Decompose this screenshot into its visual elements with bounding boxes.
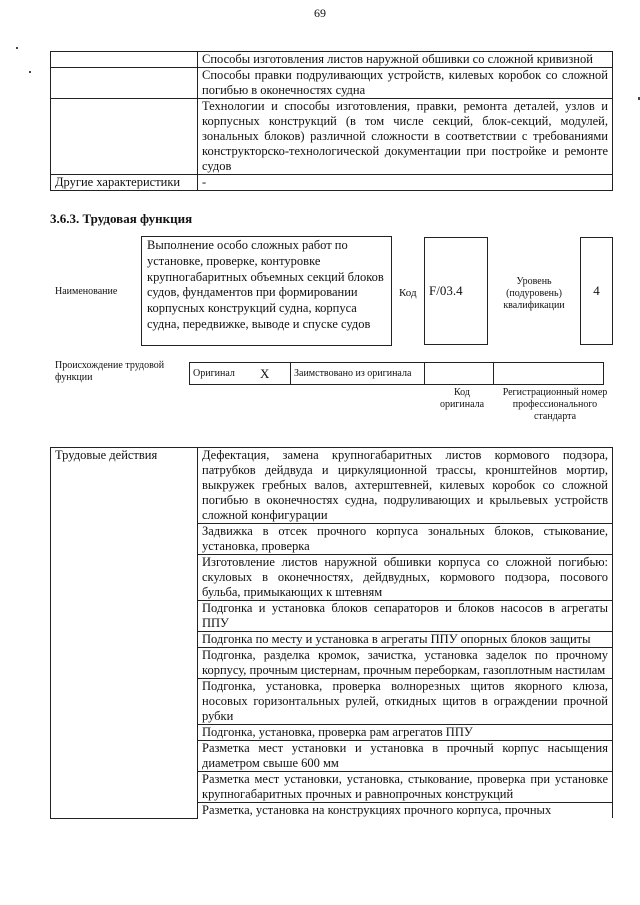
level-value: 4: [593, 283, 600, 298]
table-cell-right: Технологии и способы изготовления, правки, ремонта деталей, узлов и корпусных конструкций (в том числе секций, блок-секций, модулей, зональных блоков) различной сложности в соответствии с требованиями конструкторско-технологической документации при постройке и ремонте судов: [198, 99, 613, 175]
code-caption: Код оригинала: [439, 387, 485, 410]
labor-action-item: Разметка мест установки и установка в прочный корпус насыщения диаметром свыше 600 мм: [198, 741, 613, 772]
requirements-table: [50, 51, 613, 191]
level-value-box: [580, 237, 613, 345]
labor-action-item: Разметка, установка на конструкциях прочного корпуса, прочных: [198, 803, 613, 819]
original-code-cell: [425, 363, 494, 385]
labor-action-item: Изготовление листов наружной обшивки корпуса со сложной погибью: скуловых в оконечностях, дейдвудных, кормового подзора, посового бульба, примыкающих к штевням: [198, 555, 613, 601]
original-label: Оригинал: [190, 363, 258, 385]
labor-action-item: Подгонка, установка, проверка волнорезных щитов якорного клюза, носовых горизонтальных рулей, откидных щитов в ограждении прочной рубки: [198, 679, 613, 725]
table-row: [51, 175, 613, 191]
labor-actions-label: Трудовые действия: [51, 448, 198, 819]
labor-action-item: Подгонка, разделка кромок, зачистка, установка заделок по прочному корпусу, прочным цистернам, прочным переборкам, газоплотным настилам: [198, 648, 613, 679]
scan-speck: [29, 71, 31, 73]
other-characteristics-label: Другие характеристики: [51, 175, 198, 191]
section-heading: 3.6.3. Трудовая функция: [50, 211, 193, 226]
labor-action-item: Задвижка в отсек прочного корпуса зональных блоков, стыкование, установка, проверка: [198, 524, 613, 555]
table-row: [51, 68, 613, 99]
borrowed-label: Заимствовано из оригинала: [291, 363, 425, 385]
table-cell-left: [51, 99, 198, 175]
table-cell-left: [51, 68, 198, 99]
function-name-box: Выполнение особо сложных работ по установке, проверке, контуровке крупногабаритных объемных секций блоков судов, фундаментов при формировании корпусных конструкций судна, корпуса судна, передвижке, выводе и спуске судов: [141, 236, 392, 346]
origin-table: [189, 362, 604, 385]
page-number: 69: [314, 6, 326, 20]
code-value: F/03.4: [429, 283, 463, 298]
level-label: Уровень (подуровень) квалификации: [503, 276, 565, 311]
labor-actions-table: [50, 447, 613, 819]
table-row: [51, 448, 613, 524]
table-cell-right: -: [198, 175, 613, 191]
table-row: [51, 99, 613, 175]
table-row: [51, 52, 613, 68]
table-cell-right: Способы изготовления листов наружной обшивки со сложной кривизной: [198, 52, 613, 68]
name-label: Наименование: [55, 286, 118, 297]
scan-speck: [16, 47, 18, 49]
reg-number-cell: [494, 363, 604, 385]
reg-caption: Регистрационный номер профессионального стандарта: [502, 387, 608, 422]
labor-action-item: Разметка мест установки, установка, стыкование, проверка при установке крупногабаритных прочных и равнопрочных конструкций: [198, 772, 613, 803]
table-cell-left: [51, 52, 198, 68]
origin-label: Происхождение трудовой функции: [55, 360, 165, 383]
labor-action-item: Подгонка по месту и установка в агрегаты ППУ опорных блоков защиты: [198, 632, 613, 648]
labor-action-item: Подгонка и установка блоков сепараторов и блоков насосов в агрегаты ППУ: [198, 601, 613, 632]
code-label: Код: [399, 287, 417, 299]
labor-action-item: Подгонка, установка, проверка рам агрегатов ППУ: [198, 725, 613, 741]
labor-action-item: Дефектация, замена крупногабаритных листов кормового подзора, патрубков дейдвуда и циркуляционной трассы, кронштейнов мортир, выкружек гребных валов, ахтерштевней, килевых коробок со сложной погибью в оконечностях судна, подруливающих и крыльевых устройств сложной конфигурации: [198, 448, 613, 524]
table-row: [190, 363, 604, 385]
original-mark: X: [257, 363, 291, 385]
code-value-box: [424, 237, 488, 345]
table-cell-right: Способы правки подруливающих устройств, килевых коробок со сложной погибью в оконечностях судна: [198, 68, 613, 99]
